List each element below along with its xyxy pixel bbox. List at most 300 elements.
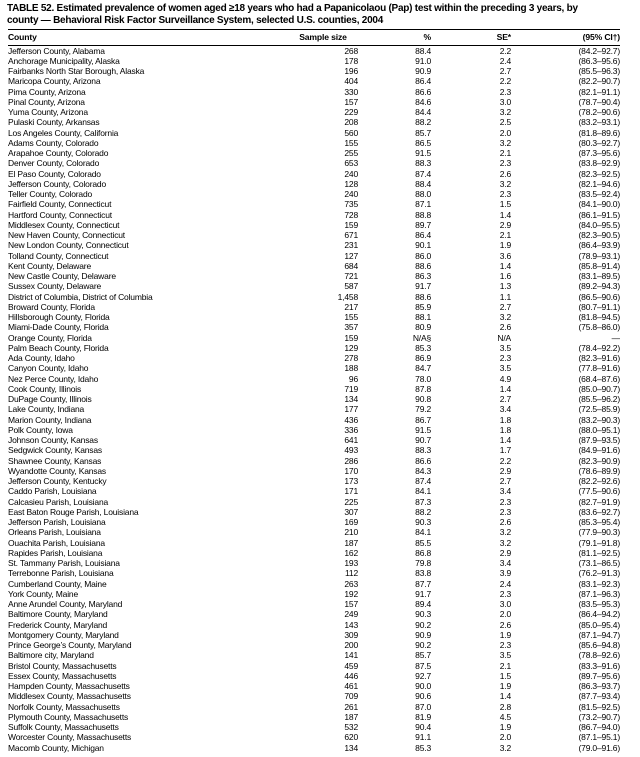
county-cell: Bristol County, Massachusetts (8, 660, 117, 671)
sample-size-cell: 196 (344, 66, 358, 77)
se-cell: 1.4 (499, 435, 511, 446)
percent-cell: 84.3 (415, 465, 431, 476)
percent-cell: 86.5 (415, 137, 431, 148)
ci-cell: (77.5–90.6) (578, 486, 620, 497)
percent-cell: 90.9 (415, 629, 431, 640)
percent-cell: 86.3 (415, 271, 431, 282)
se-cell: 1.4 (499, 209, 511, 220)
se-cell: 2.4 (499, 55, 511, 66)
county-cell: Caddo Parish, Louisiana (8, 486, 97, 497)
table-row (8, 87, 620, 97)
county-cell: Tolland County, Connecticut (8, 250, 109, 261)
county-cell: Shawnee County, Kansas (8, 455, 102, 466)
ci-cell: (78.4–92.2) (578, 342, 620, 353)
se-cell: 3.4 (499, 486, 511, 497)
percent-cell: 90.8 (415, 394, 431, 405)
ci-cell: (86.4–94.2) (578, 609, 620, 620)
se-cell: 3.2 (499, 312, 511, 323)
column-header-county: County (8, 29, 288, 45)
county-cell: Orange County, Florida (8, 332, 92, 343)
percent-cell: 87.1 (415, 199, 431, 210)
percent-cell: 87.8 (415, 383, 431, 394)
sample-size-cell: 309 (344, 629, 358, 640)
county-cell: Worcester County, Massachusetts (8, 732, 132, 743)
sample-size-cell: 261 (344, 701, 358, 712)
sample-size-cell: 178 (344, 55, 358, 66)
county-cell: Kent County, Delaware (8, 260, 91, 271)
ci-cell: (88.0–95.1) (578, 424, 620, 435)
sample-size-cell: 240 (344, 168, 358, 179)
sample-size-cell: 641 (344, 435, 358, 446)
sample-size-cell: 587 (344, 281, 358, 292)
sample-size-cell: 684 (344, 260, 358, 271)
table-row (8, 661, 620, 671)
sample-size-cell: 171 (344, 486, 358, 497)
ci-cell: (82.1–94.6) (578, 178, 620, 189)
sample-size-cell: 459 (344, 660, 358, 671)
table-row (8, 169, 620, 179)
ci-cell: (82.2–90.7) (578, 76, 620, 87)
percent-cell: 86.7 (415, 414, 431, 425)
ci-cell: (76.2–91.3) (578, 568, 620, 579)
percent-cell: 86.4 (415, 76, 431, 87)
county-cell: Los Angeles County, California (8, 127, 119, 138)
county-cell: Teller County, Colorado (8, 189, 93, 200)
percent-cell: 87.3 (415, 496, 431, 507)
table-row (8, 199, 620, 209)
se-cell: 3.4 (499, 558, 511, 569)
table-row (8, 538, 620, 548)
table-row (8, 117, 620, 127)
se-cell: 1.3 (499, 281, 511, 292)
se-cell: 3.9 (499, 568, 511, 579)
ci-cell: (85.0–95.4) (578, 619, 620, 630)
percent-cell: 86.6 (415, 455, 431, 466)
county-cell: Calcasieu Parish, Louisiana (8, 496, 109, 507)
county-cell: Cumberland County, Maine (8, 578, 107, 589)
sample-size-cell: 200 (344, 640, 358, 651)
percent-cell: 88.4 (415, 45, 431, 56)
sample-size-cell: 192 (344, 588, 358, 599)
ci-cell: (86.7–94.0) (578, 722, 620, 733)
percent-cell: 85.5 (415, 537, 431, 548)
county-cell: Palm Beach County, Florida (8, 342, 109, 353)
table-row (8, 394, 620, 404)
county-cell: Miami-Dade County, Florida (8, 322, 109, 333)
table-row (8, 45, 620, 56)
se-cell: 1.5 (499, 199, 511, 210)
ci-cell: (78.9–93.1) (578, 250, 620, 261)
ci-cell: (87.9–93.5) (578, 435, 620, 446)
table-row (8, 476, 620, 486)
ci-cell: (77.8–91.6) (578, 363, 620, 374)
sample-size-cell: 653 (344, 158, 358, 169)
county-cell: Middlesex County, Massachusetts (8, 691, 131, 702)
county-cell: Marion County, Indiana (8, 414, 92, 425)
county-cell: Jefferson County, Colorado (8, 178, 107, 189)
table-row (8, 507, 620, 517)
table-row (8, 527, 620, 537)
percent-cell: 85.9 (415, 301, 431, 312)
percent-cell: 85.7 (415, 127, 431, 138)
table-row (8, 128, 620, 138)
table-row (8, 210, 620, 220)
ci-cell: (81.1–92.5) (578, 547, 620, 558)
se-cell: 1.9 (499, 681, 511, 692)
column-header-percent: % (358, 29, 431, 45)
ci-cell: (86.3–95.6) (578, 55, 620, 66)
table-row (8, 374, 620, 384)
ci-cell: (83.2–93.1) (578, 117, 620, 128)
ci-cell: (85.8–91.4) (578, 260, 620, 271)
percent-cell: 84.7 (415, 363, 431, 374)
percent-cell: 91.7 (415, 281, 431, 292)
table-row (8, 620, 620, 630)
table-row (8, 732, 620, 742)
percent-cell: 91.5 (415, 148, 431, 159)
percent-cell: 86.8 (415, 547, 431, 558)
table-row (8, 497, 620, 507)
se-cell: 1.5 (499, 670, 511, 681)
percent-cell: 91.0 (415, 55, 431, 66)
table-row (8, 230, 620, 240)
percent-cell: 88.2 (415, 506, 431, 517)
county-cell: St. Tammany Parish, Louisiana (8, 558, 120, 569)
prevalence-table (8, 29, 620, 753)
table-row (8, 548, 620, 558)
county-cell: Sussex County, Delaware (8, 281, 102, 292)
se-cell: 2.3 (499, 86, 511, 97)
se-cell: 2.9 (499, 219, 511, 230)
table-row (8, 271, 620, 281)
sample-size-cell: 404 (344, 76, 358, 87)
ci-cell: (78.8–92.6) (578, 650, 620, 661)
ci-cell: (86.3–93.7) (578, 681, 620, 692)
ci-cell: (84.0–95.5) (578, 219, 620, 230)
percent-cell: 88.0 (415, 189, 431, 200)
sample-size-cell: 735 (344, 199, 358, 210)
table-row (8, 363, 620, 373)
table-row (8, 189, 620, 199)
county-cell: Ada County, Idaho (8, 353, 75, 364)
county-cell: Fairfield County, Connecticut (8, 199, 112, 210)
ci-cell: (84.1–90.0) (578, 199, 620, 210)
se-cell: 3.2 (499, 107, 511, 118)
table-row (8, 107, 620, 117)
se-cell: N/A (497, 332, 511, 343)
table-row (8, 691, 620, 701)
county-cell: New London County, Connecticut (8, 240, 129, 251)
ci-cell: (81.8–89.6) (578, 127, 620, 138)
percent-cell: 87.5 (415, 660, 431, 671)
se-cell: 3.0 (499, 599, 511, 610)
se-cell: 1.8 (499, 414, 511, 425)
ci-cell: (87.3–95.6) (578, 148, 620, 159)
percent-cell: N/A§ (412, 332, 431, 343)
column-header-se: SE* (431, 29, 511, 45)
ci-cell: (83.1–92.3) (578, 578, 620, 589)
se-cell: 3.5 (499, 342, 511, 353)
se-cell: 2.6 (499, 517, 511, 528)
se-cell: 3.2 (499, 178, 511, 189)
ci-cell: (83.1–89.5) (578, 271, 620, 282)
ci-cell: (81.5–92.5) (578, 701, 620, 712)
table-row (8, 589, 620, 599)
county-cell: Adams County, Colorado (8, 137, 99, 148)
county-cell: Essex County, Massachusetts (8, 670, 117, 681)
percent-cell: 88.3 (415, 445, 431, 456)
ci-cell: (89.7–95.6) (578, 670, 620, 681)
percent-cell: 91.5 (415, 424, 431, 435)
percent-cell: 88.6 (415, 291, 431, 302)
county-cell: Nez Perce County, Idaho (8, 373, 99, 384)
county-cell: Yuma County, Arizona (8, 107, 88, 118)
county-cell: Maricopa County, Arizona (8, 76, 101, 87)
table-row (8, 302, 620, 312)
table-row (8, 445, 620, 455)
se-cell: 2.7 (499, 476, 511, 487)
ci-cell: (82.3–90.9) (578, 455, 620, 466)
table-header (8, 29, 620, 45)
sample-size-cell: 560 (344, 127, 358, 138)
table-row (8, 640, 620, 650)
county-cell: Cook County, Illinois (8, 383, 82, 394)
se-cell: 2.8 (499, 701, 511, 712)
county-cell: Pima County, Arizona (8, 86, 86, 97)
table-row (8, 599, 620, 609)
county-cell: Sedgwick County, Kansas (8, 445, 102, 456)
ci-cell: — (611, 332, 620, 343)
se-cell: 2.9 (499, 465, 511, 476)
percent-cell: 90.1 (415, 240, 431, 251)
ci-cell: (86.1–91.5) (578, 209, 620, 220)
percent-cell: 87.4 (415, 168, 431, 179)
se-cell: 1.8 (499, 424, 511, 435)
ci-cell: (87.7–93.4) (578, 691, 620, 702)
percent-cell: 88.2 (415, 117, 431, 128)
county-cell: Jefferson County, Alabama (8, 45, 105, 56)
county-cell: Macomb County, Michigan (8, 742, 104, 753)
sample-size-cell: 436 (344, 414, 358, 425)
county-cell: Orleans Parish, Louisiana (8, 527, 101, 538)
county-cell: Suffolk County, Massachusetts (8, 722, 119, 733)
percent-cell: 86.6 (415, 86, 431, 97)
table-header-row (8, 29, 620, 45)
percent-cell: 84.1 (415, 527, 431, 538)
ci-cell: (80.7–91.1) (578, 301, 620, 312)
se-cell: 2.2 (499, 76, 511, 87)
percent-cell: 91.7 (415, 588, 431, 599)
percent-cell: 90.0 (415, 681, 431, 692)
sample-size-cell: 208 (344, 117, 358, 128)
se-cell: 3.6 (499, 250, 511, 261)
sample-size-cell: 187 (344, 537, 358, 548)
sample-size-cell: 249 (344, 609, 358, 620)
se-cell: 3.0 (499, 96, 511, 107)
ci-cell: (84.9–91.6) (578, 445, 620, 456)
sample-size-cell: 210 (344, 527, 358, 538)
sample-size-cell: 112 (344, 568, 358, 579)
table-row (8, 312, 620, 322)
se-cell: 3.4 (499, 404, 511, 415)
percent-cell: 85.3 (415, 742, 431, 753)
percent-cell: 78.0 (415, 373, 431, 384)
county-cell: Denver County, Colorado (8, 158, 100, 169)
county-cell: Middlesex County, Connecticut (8, 219, 120, 230)
sample-size-cell: 307 (344, 506, 358, 517)
se-cell: 2.2 (499, 45, 511, 56)
ci-cell: (78.6–89.9) (578, 465, 620, 476)
sample-size-cell: 620 (344, 732, 358, 743)
se-cell: 2.0 (499, 609, 511, 620)
table-row (8, 681, 620, 691)
percent-cell: 88.1 (415, 312, 431, 323)
se-cell: 1.4 (499, 383, 511, 394)
percent-cell: 85.3 (415, 342, 431, 353)
se-cell: 3.2 (499, 537, 511, 548)
county-cell: Jefferson County, Kentucky (8, 476, 107, 487)
ci-cell: (85.3–95.4) (578, 517, 620, 528)
percent-cell: 90.6 (415, 691, 431, 702)
percent-cell: 90.4 (415, 722, 431, 733)
county-cell: Baltimore County, Maryland (8, 609, 108, 620)
county-cell: Pulaski County, Arkansas (8, 117, 100, 128)
sample-size-cell: 162 (344, 547, 358, 558)
percent-cell: 89.4 (415, 599, 431, 610)
county-cell: Norfolk County, Massachusetts (8, 701, 120, 712)
sample-size-cell: 263 (344, 578, 358, 589)
county-cell: Hartford County, Connecticut (8, 209, 112, 220)
county-cell: York County, Maine (8, 588, 78, 599)
county-cell: Anchorage Municipality, Alaska (8, 55, 120, 66)
table-row (8, 384, 620, 394)
ci-cell: (85.0–90.7) (578, 383, 620, 394)
county-cell: New Haven County, Connecticut (8, 230, 125, 241)
sample-size-cell: 217 (344, 301, 358, 312)
table-row (8, 322, 620, 332)
percent-cell: 79.8 (415, 558, 431, 569)
county-cell: Montgomery County, Maryland (8, 629, 119, 640)
table-row (8, 343, 620, 353)
sample-size-cell: 357 (344, 322, 358, 333)
county-cell: Johnson County, Kansas (8, 435, 98, 446)
se-cell: 4.9 (499, 373, 511, 384)
percent-cell: 85.7 (415, 650, 431, 661)
ci-cell: (82.3–92.5) (578, 168, 620, 179)
county-cell: Terrebonne Parish, Louisiana (8, 568, 114, 579)
se-cell: 2.2 (499, 455, 511, 466)
county-cell: East Baton Rouge Parish, Louisiana (8, 506, 139, 517)
se-cell: 2.7 (499, 394, 511, 405)
ci-cell: (83.6–92.7) (578, 506, 620, 517)
sample-size-cell: 141 (344, 650, 358, 661)
sample-size-cell: 188 (344, 363, 358, 374)
county-cell: DuPage County, Illinois (8, 394, 92, 405)
percent-cell: 84.6 (415, 96, 431, 107)
se-cell: 2.3 (499, 158, 511, 169)
percent-cell: 79.2 (415, 404, 431, 415)
sample-size-cell: 173 (344, 476, 358, 487)
sample-size-cell: 134 (344, 742, 358, 753)
se-cell: 2.9 (499, 547, 511, 558)
table-row (8, 220, 620, 230)
county-cell: Pinal County, Arizona (8, 96, 85, 107)
table-row (8, 415, 620, 425)
ci-cell: (83.5–92.4) (578, 189, 620, 200)
se-cell: 2.3 (499, 640, 511, 651)
ci-cell: (82.7–91.9) (578, 496, 620, 507)
table-row (8, 650, 620, 660)
se-cell: 2.3 (499, 588, 511, 599)
county-cell: Arapahoe County, Colorado (8, 148, 109, 159)
se-cell: 2.3 (499, 353, 511, 364)
se-cell: 2.0 (499, 732, 511, 743)
ci-cell: (73.1–86.5) (578, 558, 620, 569)
sample-size-cell: 278 (344, 353, 358, 364)
table-row (8, 76, 620, 86)
se-cell: 2.7 (499, 66, 511, 77)
se-cell: 2.6 (499, 619, 511, 630)
table-row (8, 404, 620, 414)
ci-cell: (78.2–90.6) (578, 107, 620, 118)
percent-cell: 90.2 (415, 640, 431, 651)
sample-size-cell: 127 (344, 250, 358, 261)
se-cell: 3.5 (499, 650, 511, 661)
sample-size-cell: 193 (344, 558, 358, 569)
sample-size-cell: 709 (344, 691, 358, 702)
table-row (8, 743, 620, 753)
table-row (8, 240, 620, 250)
se-cell: 1.1 (499, 291, 511, 302)
county-cell: Fairbanks North Star Borough, Alaska (8, 66, 145, 77)
se-cell: 2.1 (499, 660, 511, 671)
ci-cell: (83.5–95.3) (578, 599, 620, 610)
se-cell: 1.9 (499, 629, 511, 640)
column-header-ci: (95% CI†) (511, 29, 620, 45)
county-cell: Anne Arundel County, Maryland (8, 599, 123, 610)
table-row (8, 568, 620, 578)
ci-cell: (82.1–91.1) (578, 86, 620, 97)
table-row (8, 292, 620, 302)
table-row (8, 558, 620, 568)
sample-size-cell: 159 (344, 332, 358, 343)
percent-cell: 90.3 (415, 609, 431, 620)
ci-cell: (89.2–94.3) (578, 281, 620, 292)
county-cell: Broward County, Florida (8, 301, 95, 312)
percent-cell: 87.7 (415, 578, 431, 589)
table-row (8, 579, 620, 589)
sample-size-cell: 96 (348, 373, 358, 384)
table-body (8, 45, 620, 753)
county-cell: Hampden County, Massachusetts (8, 681, 130, 692)
se-cell: 3.2 (499, 137, 511, 148)
column-header-sample-size: Sample size (288, 29, 358, 45)
se-cell: 1.6 (499, 271, 511, 282)
se-cell: 3.5 (499, 363, 511, 374)
sample-size-cell: 177 (344, 404, 358, 415)
percent-cell: 89.7 (415, 219, 431, 230)
table-row (8, 722, 620, 732)
ci-cell: (86.5–90.6) (578, 291, 620, 302)
percent-cell: 84.1 (415, 486, 431, 497)
percent-cell: 88.4 (415, 178, 431, 189)
county-cell: New Castle County, Delaware (8, 271, 116, 282)
sample-size-cell: 286 (344, 455, 358, 466)
se-cell: 1.9 (499, 722, 511, 733)
sample-size-cell: 493 (344, 445, 358, 456)
table-row (8, 251, 620, 261)
percent-cell: 88.3 (415, 158, 431, 169)
